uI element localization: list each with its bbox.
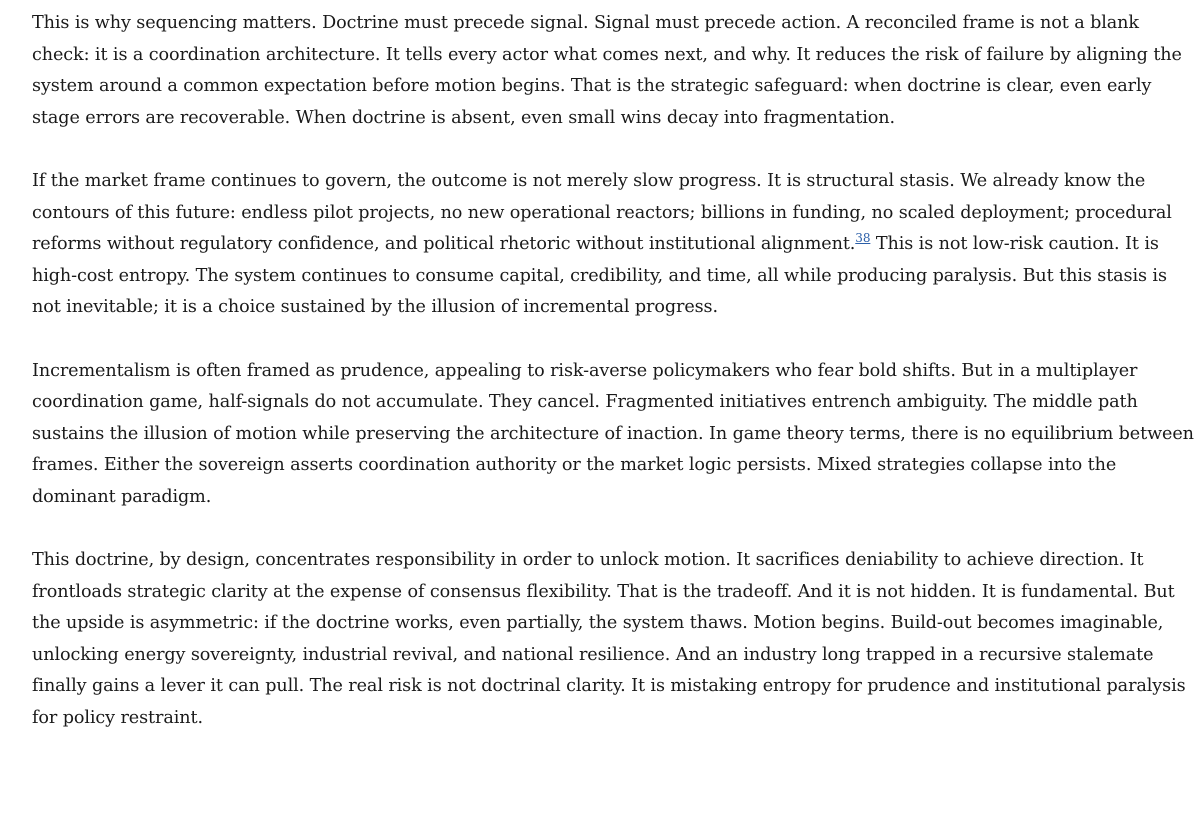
paragraph-text: This doctrine, by design, concentrates responsibility in order to unlock motion. It sacrifices deniability to achieve direction. It frontloads strategic clarity at the expense of consensus flexibility. That is the tradeoff. And it is not hidden. It is fundamental. But the upside is asymmetric: if the doctrine works, even partially, the system thaws. Motion begins. Build-out becomes imaginable, unlocking energy sovereignty, industrial revival, and national resilience. And an industry long trapped in a recursive stalemate finally gains a lever it can pull. The real risk is not doctrinal clarity. It is mistaking entropy for prudence and institutional paralysis for policy restraint.: [32, 550, 1186, 729]
paragraph-doctrine-design: [32, 545, 1198, 735]
paragraph-incrementalism: [32, 356, 1198, 514]
paragraph-text: Incrementalism is often framed as prudence, appealing to risk-averse policymakers who fear bold shifts. But in a multiplayer coordination game, half-signals do not accumulate. They cancel. Fragmented initiatives entrench ambiguity. The middle path sustains the illusion of motion while preserving the architecture of inaction. In game theory terms, there is no equilibrium between frames. Either the sovereign asserts coordination authority or the market logic persists. Mixed strategies collapse into the dominant paradigm.: [32, 360, 1194, 507]
article-body: [32, 8, 1198, 735]
paragraph-market-frame: [32, 166, 1198, 324]
footnote-link-38[interactable]: 38: [855, 231, 871, 246]
paragraph-text: This is why sequencing matters. Doctrine must precede signal. Signal must precede action. A reconciled frame is not a blank check: it is a coordination architecture. It tells every actor what comes next, and why. It reduces the risk of failure by aligning the system around a common expectation before motion begins. That is the strategic safeguard: when doctrine is clear, even early stage errors are recoverable. When doctrine is absent, even small wins decay into fragmentation.: [32, 13, 1182, 128]
paragraph-text-after-footnote: This is not low-risk caution. It is high-cost entropy. The system continues to consume capital, credibility, and time, all while producing paralysis. But this stasis is not inevitable; it is a choice sustained by the illusion of incremental progress.: [32, 234, 1167, 318]
paragraph-text-before-footnote: If the market frame continues to govern, the outcome is not merely slow progress. It is structural stasis. We already know the contours of this future: endless pilot projects, no new operational reactors; billions in funding, no scaled deployment; procedural reforms without regulatory confidence, and political rhetoric without institutional alignment.: [32, 170, 1172, 255]
paragraph-sequencing: [32, 8, 1198, 134]
